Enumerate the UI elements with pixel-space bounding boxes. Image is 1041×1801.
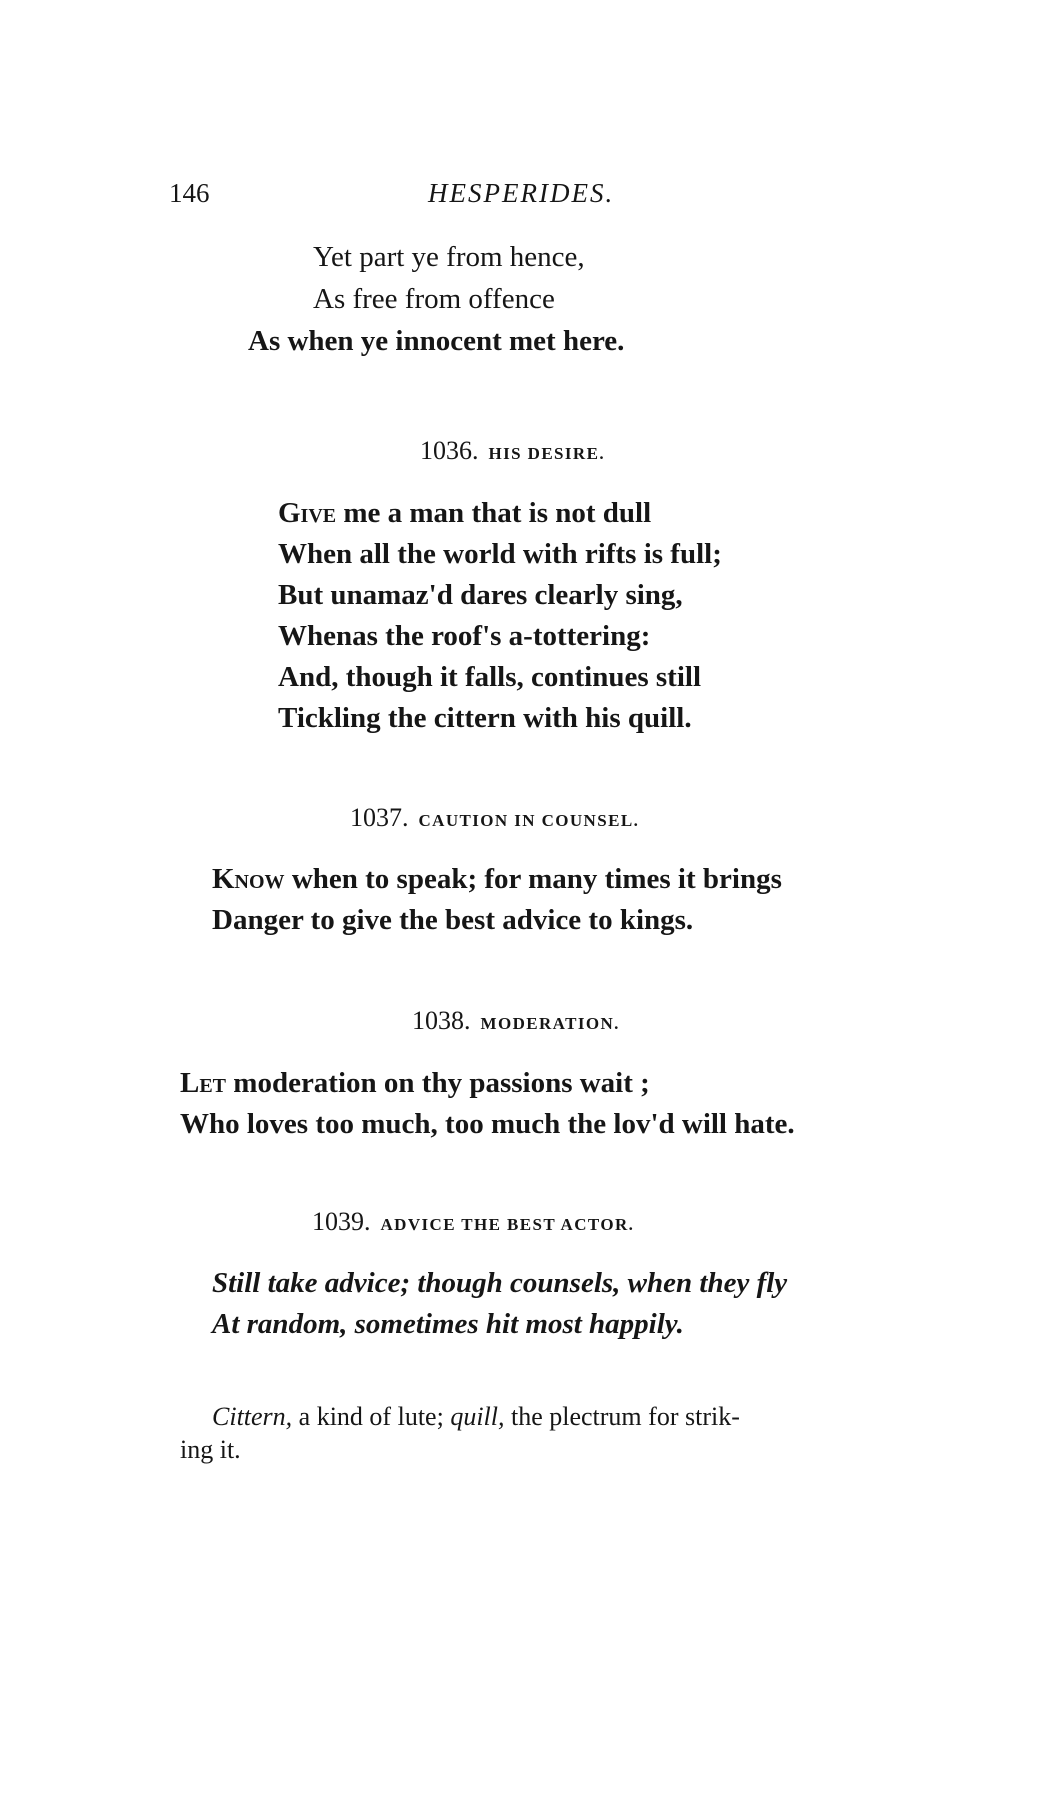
initial-word: Know <box>212 863 285 895</box>
poem-number: 1036. <box>420 436 479 465</box>
footnote-line: ing it. <box>180 1435 241 1464</box>
poem-number: 1037. <box>350 803 409 832</box>
poem-line: Tickling the cittern with his quill. <box>278 702 692 734</box>
poem-title: MODERATION. <box>480 1014 620 1033</box>
page-number: 146 <box>169 178 210 208</box>
poem-line: Danger to give the best advice to kings. <box>212 904 694 936</box>
poem-line: Know when to speak; for many times it brings <box>212 863 782 895</box>
footnote-term: Cittern, <box>212 1402 293 1431</box>
poem-number: 1038. <box>412 1006 471 1035</box>
running-title: HESPERIDES. <box>428 178 615 208</box>
poem-line: Still take advice; though counsels, when they fly <box>212 1267 788 1299</box>
poem-title: HIS DESIRE. <box>488 444 605 463</box>
poem-heading <box>420 436 605 466</box>
poem-line: At random, sometimes hit most happily. <box>212 1308 684 1340</box>
initial-word: Let <box>180 1067 227 1099</box>
continuation-line: Yet part ye from hence, <box>313 241 585 273</box>
poem-heading <box>412 1006 620 1036</box>
poem-heading <box>350 803 639 833</box>
poem-line: But unamaz'd dares clearly sing, <box>278 579 683 611</box>
continuation-line: As when ye innocent met here. <box>248 325 625 357</box>
poem-line: Let moderation on thy passions wait ; <box>180 1067 650 1099</box>
poem-heading <box>312 1207 634 1237</box>
poem-title: CAUTION IN COUNSEL. <box>418 811 640 830</box>
poem-number: 1039. <box>312 1207 371 1236</box>
footnote-term: quill, <box>450 1402 505 1431</box>
poem-title: ADVICE THE BEST ACTOR. <box>380 1215 635 1234</box>
footnote-line: Cittern, a kind of lute; quill, the plectrum for strik- <box>212 1402 740 1431</box>
poem-line: And, though it falls, continues still <box>278 661 702 693</box>
initial-word: Give <box>278 497 337 529</box>
poem-line: When all the world with rifts is full; <box>278 538 722 570</box>
poem-line: Give me a man that is not dull <box>278 497 652 529</box>
continuation-line: As free from offence <box>313 283 555 315</box>
poem-line: Who loves too much, too much the lov'd will hate. <box>180 1108 795 1140</box>
poem-line: Whenas the roof's a-tottering: <box>278 620 651 652</box>
